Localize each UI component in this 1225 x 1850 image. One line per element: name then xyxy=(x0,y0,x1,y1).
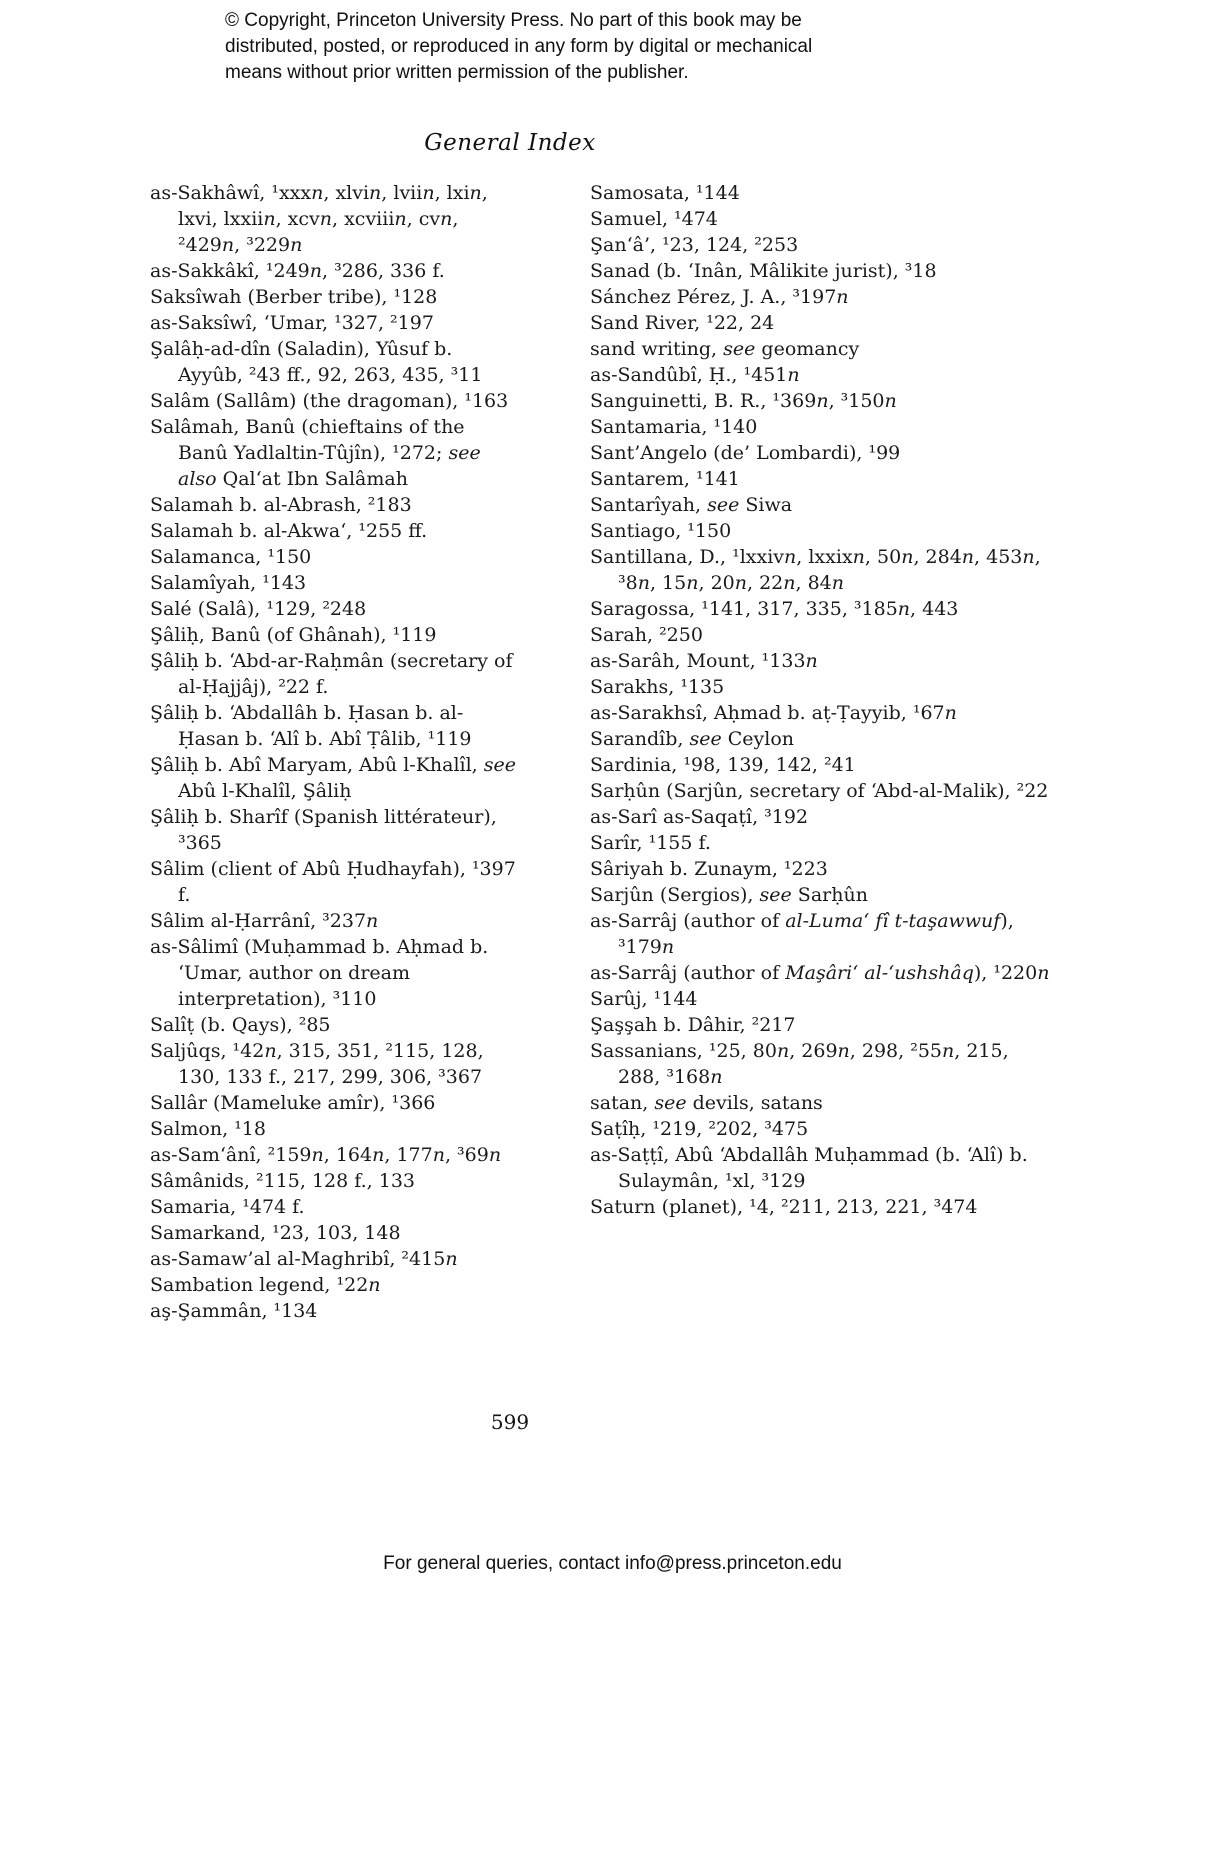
index-entry: Sand River, ¹22, 24 xyxy=(590,312,775,334)
index-entry: Sarûj, ¹144 xyxy=(590,988,698,1010)
index-entry: Santamaria, ¹140 xyxy=(590,416,758,438)
index-entry: Santarîyah, see Siwa xyxy=(590,494,793,516)
index-entry: Saljûqs, ¹42n, 315, 351, ²115, 128, 130, 133 f., 217, 299, 306, ³367 xyxy=(150,1040,484,1088)
index-entry: Salamîyah, ¹143 xyxy=(150,572,307,594)
index-entry: as-Saṭṭî, Abû ‘Abdallâh Muḥammad (b. ‘Alî) b. Sulaymân, ¹xl, ³129 xyxy=(590,1144,1028,1192)
index-entry: Sanad (b. ‘Inân, Mâlikite jurist), ³18 xyxy=(590,260,937,282)
index-entry: Salmon, ¹18 xyxy=(150,1118,266,1140)
index-entry: Sassanians, ¹25, 80n, 269n, 298, ²55n, 215, 288, ³168n xyxy=(590,1040,1009,1088)
page-number: 599 xyxy=(490,1410,530,1434)
index-entry: Salamanca, ¹150 xyxy=(150,546,312,568)
index-entry: Saturn (planet), ¹4, ²211, 213, 221, ³474 xyxy=(590,1196,978,1218)
index-entry: Sambation legend, ¹22n xyxy=(150,1274,381,1296)
index-entry: Sâlim (client of Abû Ḥudhayfah), ¹397 f. xyxy=(150,858,516,906)
index-entry: Salâmah, Banû (chieftains of the Banû Yadlaltin-Tûjîn), ¹272; see also Qal‘at Ibn Salâmah xyxy=(150,416,481,490)
index-entry: Santarem, ¹141 xyxy=(590,468,740,490)
index-entry: Sarakhs, ¹135 xyxy=(590,676,725,698)
index-entry: Sanguinetti, B. R., ¹369n, ³150n xyxy=(590,390,897,412)
index-entry: Sarjûn (Sergios), see Sarḥûn xyxy=(590,884,868,906)
index-entry: Saksîwah (Berber tribe), ¹128 xyxy=(150,286,438,308)
index-entry: as-Sarrâj (author of Maşâri‘ al-‘ushshâq), ¹220n xyxy=(590,962,1050,984)
index-entry: Samosata, ¹144 xyxy=(590,182,740,204)
index-entry: Sarah, ²250 xyxy=(590,624,703,646)
index-entry: Sánchez Pérez, J. A., ³197n xyxy=(590,286,849,308)
index-entry: as-Samaw’al al-Maghribî, ²415n xyxy=(150,1248,458,1270)
index-entry: Samuel, ¹474 xyxy=(590,208,718,230)
index-entry: as-Sarakhsî, Aḥmad b. aṭ-Ṭayyib, ¹67n xyxy=(590,702,957,724)
index-entry: Şâliḥ b. Abî Maryam, Abû l-Khalîl, see Abû l-Khalîl, Şâliḥ xyxy=(150,754,517,802)
footer-contact: For general queries, contact info@press.princeton.edu xyxy=(383,1553,842,1574)
index-entry: Şan‘â’, ¹23, 124, ²253 xyxy=(590,234,799,256)
index-entry: Şâliḥ, Banû (of Ghânah), ¹119 xyxy=(150,624,437,646)
index-entry: as-Sarrâj (author of al-Luma‘ fî t-taşawwuf), ³179n xyxy=(590,910,1014,958)
index-entry: Sant’Angelo (de’ Lombardi), ¹99 xyxy=(590,442,901,464)
index-entry: Sâriyah b. Zunaym, ¹223 xyxy=(590,858,828,880)
index-entry: Salé (Salâ), ¹129, ²248 xyxy=(150,598,367,620)
index-entry: Sardinia, ¹98, 139, 142, ²41 xyxy=(590,754,856,776)
index-entry: Şalâḥ-ad-dîn (Saladin), Yûsuf b. Ayyûb, ²43 ff., 92, 263, 435, ³11 xyxy=(150,338,483,386)
index-entry: as-Sam‘ânî, ²159n, 164n, 177n, ³69n xyxy=(150,1144,502,1166)
index-entry: Salâm (Sallâm) (the dragoman), ¹163 xyxy=(150,390,509,412)
index-entry: as-Sakhâwî, ¹xxxn, xlvin, lviin, lxin, lxvi, lxxiin, xcvn, xcviiin, cvn, ²429n, ³229n xyxy=(150,182,488,256)
copyright-notice: © Copyright, Princeton University Press. No part of this book may be distributed, posted, or reproduced in any form by digital or mechanical means without prior written permission of the publisher. xyxy=(225,10,813,84)
index-entry: Saṭîḥ, ¹219, ²202, ³475 xyxy=(590,1118,809,1140)
index-entry: Salamah b. al-Abrash, ²183 xyxy=(150,494,412,516)
index-entry: Saragossa, ¹141, 317, 335, ³185n, 443 xyxy=(590,598,959,620)
index-entry: as-Sâlimî (Muḥammad b. Aḥmad b. ‘Umar, author on dream interpretation), ³110 xyxy=(150,936,489,1010)
index-entry: Sarḥûn (Sarjûn, secretary of ‘Abd-al-Malik), ²22 xyxy=(590,780,1049,802)
index-columns xyxy=(150,180,1080,1324)
index-entry: Santillana, D., ¹lxxivn, lxxixn, 50n, 284n, 453n, ³8n, 15n, 20n, 22n, 84n xyxy=(590,546,1041,594)
index-entry: Samaria, ¹474 f. xyxy=(150,1196,305,1218)
index-entry: as-Sakkâkî, ¹249n, ³286, 336 f. xyxy=(150,260,445,282)
index-entry: as-Sarâh, Mount, ¹133n xyxy=(590,650,818,672)
index-entry: Samarkand, ¹23, 103, 148 xyxy=(150,1222,401,1244)
page-title: General Index xyxy=(424,130,596,156)
index-entry: Sallâr (Mameluke amîr), ¹366 xyxy=(150,1092,436,1114)
index-entry: Sâlim al-Ḥarrânî, ³237n xyxy=(150,910,379,932)
index-entry: as-Sarî as-Saqaṭî, ³192 xyxy=(590,806,809,828)
index-entry: Santiago, ¹150 xyxy=(590,520,732,542)
index-entry: as-Sandûbî, Ḥ., ¹451n xyxy=(590,364,800,386)
index-entry: Sarîr, ¹155 f. xyxy=(590,832,711,854)
index-entry: aş-Şammân, ¹134 xyxy=(150,1300,318,1322)
index-entry: Salîṭ (b. Qays), ²85 xyxy=(150,1014,331,1036)
index-entry: as-Saksîwî, ‘Umar, ¹327, ²197 xyxy=(150,312,434,334)
index-entry: sand writing, see geomancy xyxy=(590,338,860,360)
index-column-left xyxy=(150,180,520,1324)
index-entry: Sarandîb, see Ceylon xyxy=(590,728,795,750)
index-entry: Şâliḥ b. ‘Abdallâh b. Ḥasan b. al-Ḥasan b. ‘Alî b. Abî Ṭâlib, ¹119 xyxy=(150,702,472,750)
index-entry: Şaşşah b. Dâhir, ²217 xyxy=(590,1014,796,1036)
index-entry: Salamah b. al-Akwa‘, ¹255 ff. xyxy=(150,520,428,542)
index-entry: satan, see devils, satans xyxy=(590,1092,823,1114)
index-entry: Sâmânids, ²115, 128 f., 133 xyxy=(150,1170,415,1192)
index-entry: Şâliḥ b. ‘Abd-ar-Raḥmân (secretary of al-Ḥajjâj), ²22 f. xyxy=(150,650,513,698)
index-column-right xyxy=(590,180,1055,1220)
index-entry: Şâliḥ b. Sharîf (Spanish littérateur), ³365 xyxy=(150,806,497,854)
